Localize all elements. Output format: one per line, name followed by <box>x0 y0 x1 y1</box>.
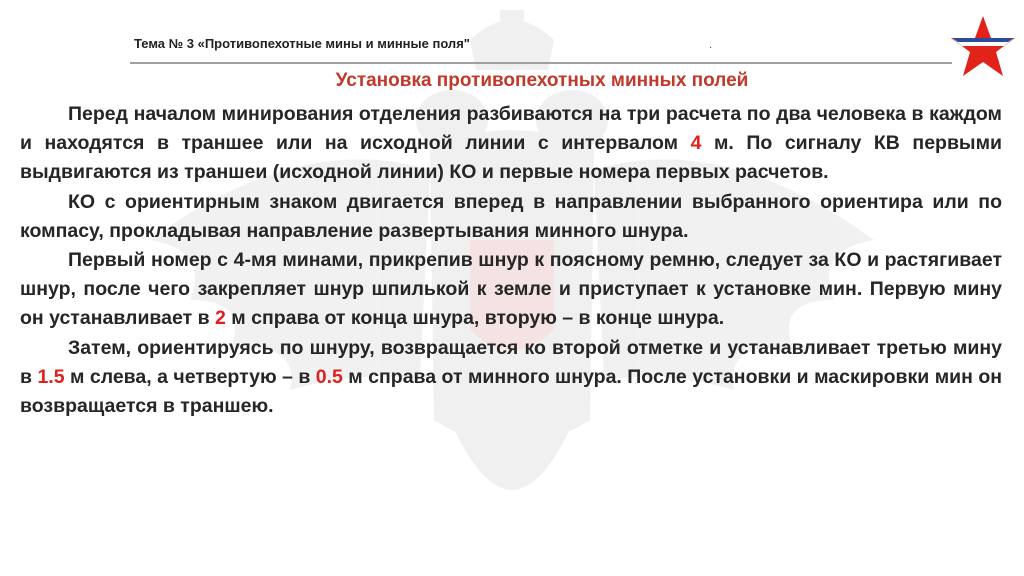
paragraph-1 <box>20 100 1002 188</box>
paragraph-1-text-a: Перед началом минирования отделения разбиваются на три расчета по два человека в каждом и находятся в траншее или на исходной линии с интервалом <box>20 103 1002 155</box>
topic-header: Тема № 3 «Противопехотные мины и минные поля" <box>134 36 470 51</box>
fourth-mine-distance: 0.5 <box>315 365 343 388</box>
paragraph-4-text-b: м слева, а четвертую – в <box>64 365 316 388</box>
paragraph-3-text-b: м справа от конца шнура, вторую – в конце шнура. <box>225 307 725 330</box>
paragraph-4-text-a: Затем, ориентируясь по шнуру, возвращается ко второй отметке и устанавливает третью мину в <box>20 336 1002 388</box>
header-dot: . <box>709 39 713 51</box>
paragraph-2: КО с ориентирным знаком двигается вперед в направлении выбранного ориентира или по компасу, прокладывая направление развертывания минного шнура. <box>20 190 1002 242</box>
interval-value: 4 <box>690 132 702 155</box>
slide-title: Установка противопехотных минных полей <box>335 70 749 91</box>
paragraph-1-text-b: м. По сигналу КВ первыми выдвигаются из траншеи (исходной линии) КО и первые номера первых расчетов. <box>20 132 1002 184</box>
first-mine-distance: 2 <box>214 307 226 330</box>
body-text <box>20 100 1002 421</box>
paragraph-4 <box>20 334 1002 422</box>
red-star-icon <box>948 14 1018 78</box>
header-divider <box>130 62 952 64</box>
third-mine-distance: 1.5 <box>37 365 65 388</box>
paragraph-3-text-a: Первый номер с 4-мя минами, прикрепив шнур к поясному ремню, следует за КО и растягивает шнур, после чего закрепляет шнур шпилькой к земле и приступает к установке мин. Первую мину он устанавливает в <box>20 249 1002 330</box>
paragraph-3 <box>20 246 1002 334</box>
paragraph-4-text-c: м справа от минного шнура. После установки и маскировки мин он возвращается в траншею. <box>20 365 1003 418</box>
